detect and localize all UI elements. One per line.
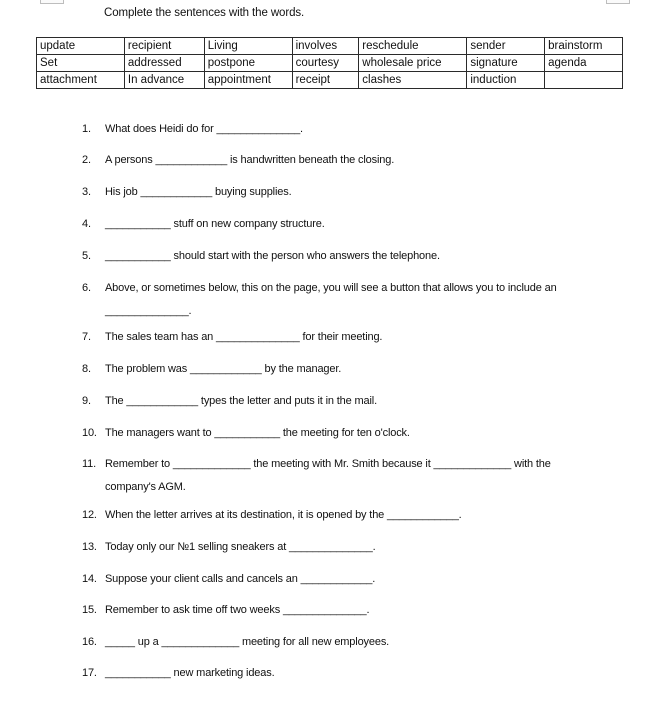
question-number: 13. bbox=[82, 541, 97, 553]
word-bank-cell: receipt bbox=[292, 72, 359, 89]
word-bank-cell: Set bbox=[37, 55, 125, 72]
word-bank-cell: attachment bbox=[37, 72, 125, 89]
word-bank-cell bbox=[545, 72, 623, 89]
word-bank-cell: In advance bbox=[124, 72, 204, 89]
question-number: 5. bbox=[82, 250, 91, 262]
word-bank-cell: clashes bbox=[359, 72, 467, 89]
question-text: His job ____________ buying supplies. bbox=[105, 186, 292, 198]
question-number: 7. bbox=[82, 331, 91, 343]
question-text: The sales team has an ______________ for their meeting. bbox=[105, 331, 383, 343]
question-number: 15. bbox=[82, 604, 97, 616]
question-number: 1. bbox=[82, 123, 91, 135]
question-number: 4. bbox=[82, 218, 91, 230]
word-bank-cell: wholesale price bbox=[359, 55, 467, 72]
word-bank-row bbox=[37, 72, 623, 89]
question-number: 9. bbox=[82, 395, 91, 407]
question-text: Above, or sometimes below, this on the page, you will see a button that allows you to include an bbox=[105, 282, 557, 294]
word-bank-cell: Living bbox=[204, 38, 292, 55]
question-text: Remember to ask time off two weeks ______________. bbox=[105, 604, 370, 616]
question-continuation: ______________. bbox=[105, 305, 192, 317]
question-text: The managers want to ___________ the meeting for ten o'clock. bbox=[105, 427, 410, 439]
question-number: 12. bbox=[82, 509, 97, 521]
question-text: Suppose your client calls and cancels an ____________. bbox=[105, 573, 376, 585]
word-bank-cell: recipient bbox=[124, 38, 204, 55]
question-text: ___________ should start with the person who answers the telephone. bbox=[105, 250, 440, 262]
question-text: When the letter arrives at its destination, it is opened by the ____________. bbox=[105, 509, 462, 521]
question-number: 17. bbox=[82, 667, 97, 679]
question-text: Today only our №1 selling sneakers at ______________. bbox=[105, 541, 376, 553]
question-number: 11. bbox=[82, 458, 97, 470]
question-number: 14. bbox=[82, 573, 97, 585]
word-bank-cell: brainstorm bbox=[545, 38, 623, 55]
word-bank-cell: reschedule bbox=[359, 38, 467, 55]
question-number: 10. bbox=[82, 427, 97, 439]
word-bank-cell: courtesy bbox=[292, 55, 359, 72]
word-bank-row bbox=[37, 55, 623, 72]
word-bank-cell: postpone bbox=[204, 55, 292, 72]
question-text: A persons ____________ is handwritten beneath the closing. bbox=[105, 154, 395, 166]
word-bank-cell: appointment bbox=[204, 72, 292, 89]
page-corner-mark bbox=[606, 0, 630, 4]
word-bank-cell: signature bbox=[467, 55, 545, 72]
word-bank-table bbox=[36, 37, 623, 89]
question-text: _____ up a _____________ meeting for all new employees. bbox=[105, 636, 390, 648]
word-bank-cell: addressed bbox=[124, 55, 204, 72]
question-number: 16. bbox=[82, 636, 97, 648]
question-number: 6. bbox=[82, 282, 91, 294]
question-text: What does Heidi do for ______________. bbox=[105, 123, 303, 135]
question-text: ___________ new marketing ideas. bbox=[105, 667, 275, 679]
question-number: 3. bbox=[82, 186, 91, 198]
word-bank-cell: involves bbox=[292, 38, 359, 55]
word-bank-cell: sender bbox=[467, 38, 545, 55]
page-corner-mark bbox=[40, 0, 64, 4]
question-text: ___________ stuff on new company structure. bbox=[105, 218, 325, 230]
question-text: The problem was ____________ by the manager. bbox=[105, 363, 342, 375]
question-text: The ____________ types the letter and puts it in the mail. bbox=[105, 395, 377, 407]
question-number: 8. bbox=[82, 363, 91, 375]
word-bank-cell: update bbox=[37, 38, 125, 55]
question-text: Remember to _____________ the meeting with Mr. Smith because it _____________ with the bbox=[105, 458, 551, 470]
question-number: 2. bbox=[82, 154, 91, 166]
instruction-text: Complete the sentences with the words. bbox=[104, 7, 305, 19]
word-bank-cell: agenda bbox=[545, 55, 623, 72]
word-bank-cell: induction bbox=[467, 72, 545, 89]
word-bank-row bbox=[37, 38, 623, 55]
question-continuation: company's AGM. bbox=[105, 481, 186, 493]
